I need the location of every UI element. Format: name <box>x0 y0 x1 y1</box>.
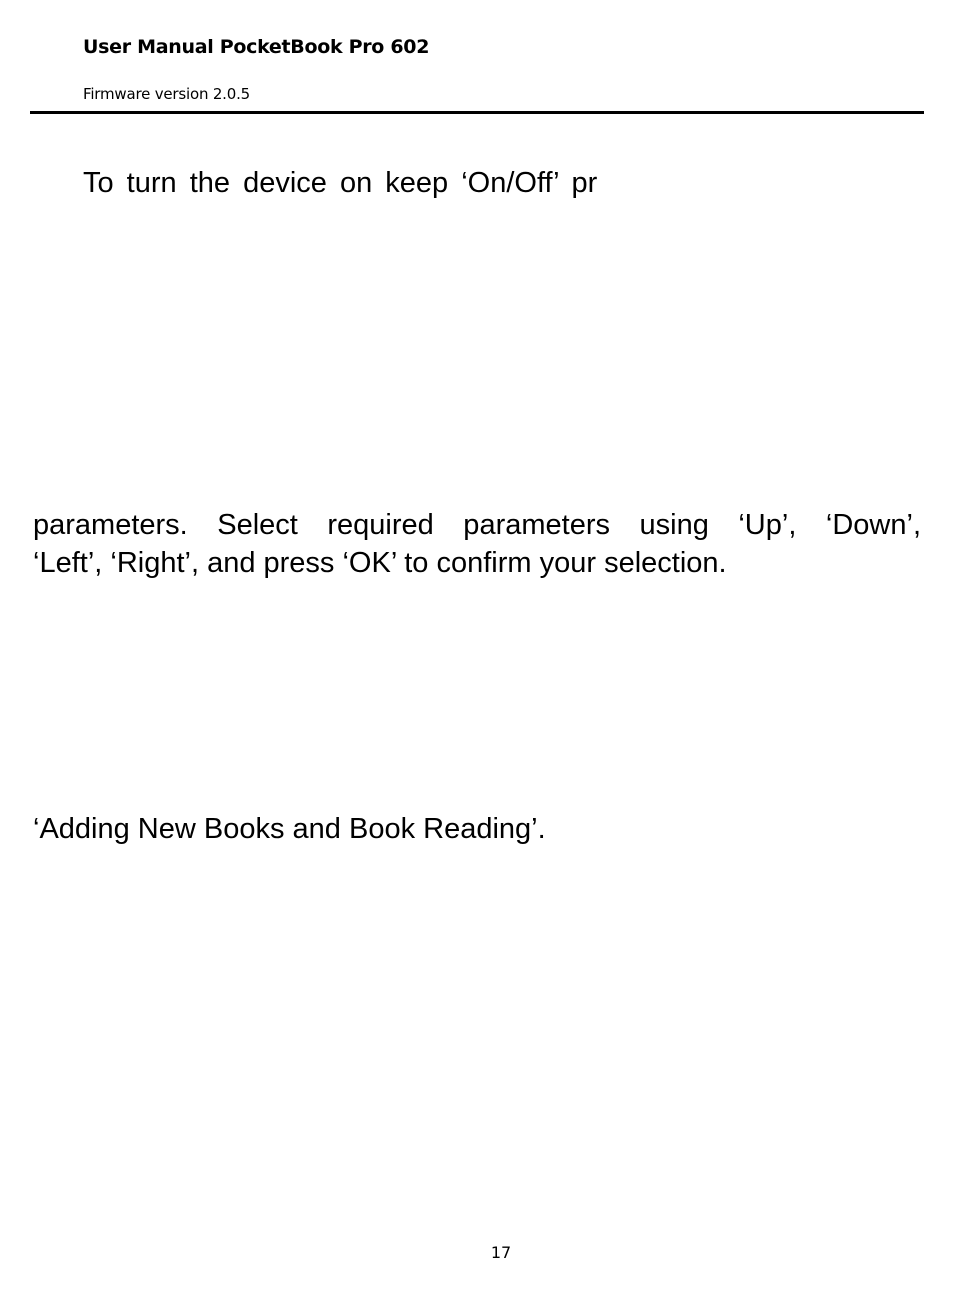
document-title: User Manual PocketBook Pro 602 <box>83 36 430 58</box>
paragraph-parameters-line-1: parameters. Select required parameters using ‘Up’, ‘Down’, <box>33 509 921 541</box>
page-number: 17 <box>490 1243 512 1262</box>
header-divider <box>30 111 924 114</box>
paragraph-parameters <box>33 506 921 582</box>
firmware-version: Firmware version 2.0.5 <box>83 85 250 103</box>
paragraph-turn-on: To turn the device on keep ‘On/Off’ pr <box>83 167 598 199</box>
paragraph-adding-books: ‘Adding New Books and Book Reading’. <box>33 813 546 845</box>
paragraph-parameters-line-2: ‘Left’, ‘Right’, and press ‘OK’ to confirm your selection. <box>33 547 727 579</box>
